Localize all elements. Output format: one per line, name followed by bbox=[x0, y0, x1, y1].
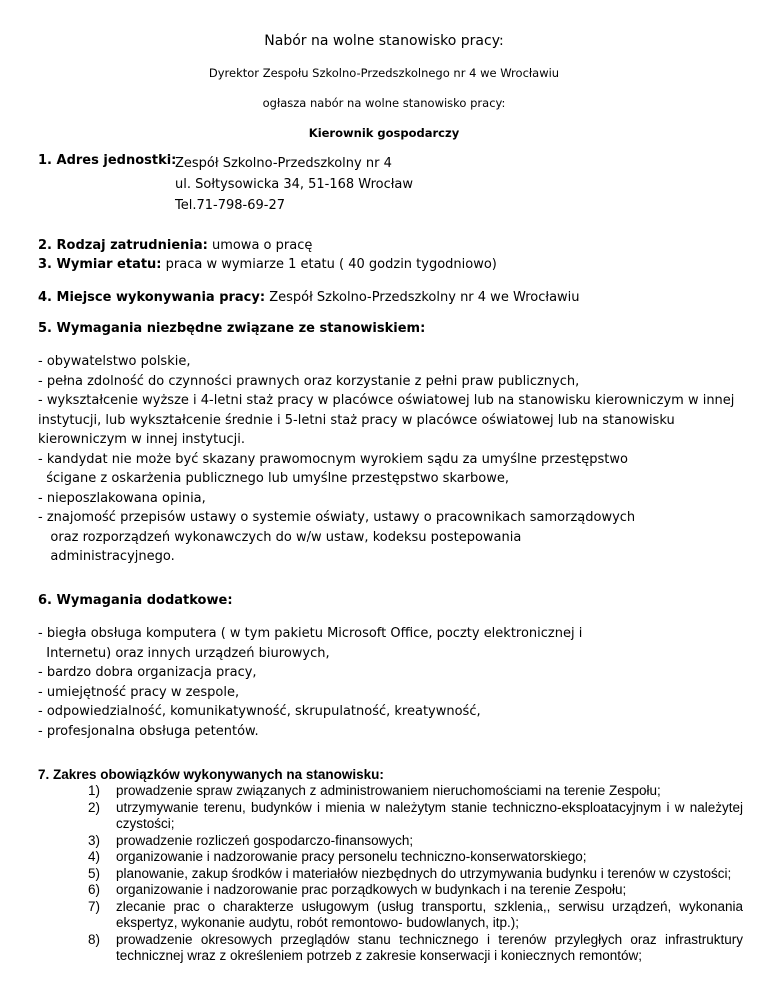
section3-label: 3. Wymiar etatu: bbox=[38, 257, 162, 272]
duty-item bbox=[88, 849, 743, 866]
section7-label: 7. Zakres obowiązków wykonywanych na stanowisku: bbox=[38, 767, 384, 782]
list-item: kierowniczym w innej instytucji. bbox=[38, 432, 245, 447]
section3-value: praca w wymiarze 1 etatu ( 40 godzin tygodniowo) bbox=[165, 257, 497, 272]
duty-item bbox=[88, 800, 743, 833]
duty-text: zlecanie prac o charakterze usługowym (usług transportu, szklenia,, serwisu urządzeń, wykonania ekspertyz, wykonanie audytu, robót remontowo- budowlanych, itp.); bbox=[116, 898, 743, 930]
position-title: Kierownik gospodarczy bbox=[308, 126, 460, 140]
address-line: Tel.71-798-69-27 bbox=[175, 198, 285, 213]
section1-address bbox=[175, 153, 413, 216]
duty-text: planowanie, zakup środków i materiałów niezbędnych do utrzymywania budynku i terenów w czystości; bbox=[116, 865, 732, 881]
header-line-director: Dyrektor Zespołu Szkolno-Przedszkolnego nr 4 we Wrocławiu bbox=[208, 66, 560, 80]
list-item: - wykształcenie wyższe i 4-letni staż pracy w placówce oświatowej lub na stanowisku kierowniczym w innej bbox=[38, 393, 735, 408]
list-item: - obywatelstwo polskie, bbox=[38, 354, 191, 369]
duty-item bbox=[88, 882, 743, 899]
duty-number: 1) bbox=[88, 783, 101, 798]
list-item: oraz rozporządzeń wykonawczych do w/w ustaw, kodeksu postepowania bbox=[38, 529, 522, 545]
duty-text: organizowanie i nadzorowanie prac porządkowych w budynkach i na terenie Zespołu; bbox=[116, 882, 627, 897]
section3 bbox=[38, 255, 497, 274]
duty-number: 8) bbox=[88, 931, 101, 947]
section2-label: 2. Rodzaj zatrudnienia: bbox=[38, 238, 208, 253]
list-item: - bardzo dobra organizacja pracy, bbox=[38, 665, 257, 680]
header-line-announcement: ogłasza nabór na wolne stanowisko pracy: bbox=[262, 96, 506, 110]
list-item: - znajomość przepisów ustawy o systemie oświaty, ustawy o pracownikach samorządowych bbox=[38, 510, 636, 525]
list-item: - pełna zdolność do czynności prawnych oraz korzystanie z pełni praw publicznych, bbox=[38, 373, 580, 389]
duty-number: 3) bbox=[88, 832, 101, 848]
section4 bbox=[38, 288, 580, 307]
document-title: Nabór na wolne stanowisko pracy: bbox=[264, 33, 504, 49]
list-item: ścigane z oskarżenia publicznego lub umyślne przestępstwo skarbowe, bbox=[38, 471, 510, 486]
duty-number: 7) bbox=[88, 898, 101, 914]
list-item: - nieposzlakowana opinia, bbox=[38, 490, 206, 506]
section6-list bbox=[38, 624, 738, 741]
list-item: - odpowiedzialność, komunikatywność, skrupulatność, kreatywność, bbox=[38, 704, 481, 719]
duty-item bbox=[88, 833, 743, 850]
section2-value: umowa o pracę bbox=[211, 238, 313, 253]
address-line: ul. Sołtysowicka 34, 51-168 Wrocław bbox=[175, 177, 414, 192]
list-item: - profesjonalna obsługa petentów. bbox=[38, 723, 259, 739]
section4-label: 4. Miejsce wykonywania pracy: bbox=[38, 290, 266, 305]
section5-list bbox=[38, 352, 738, 567]
section7-list bbox=[88, 783, 743, 965]
section2 bbox=[38, 236, 312, 255]
duty-item bbox=[88, 783, 743, 800]
section1-label: 1. Adres jednostki: bbox=[38, 153, 177, 168]
duty-text: prowadzenie rozliczeń gospodarczo-finansowych; bbox=[116, 832, 414, 848]
list-item: administracyjnego. bbox=[38, 549, 175, 564]
duty-text: organizowanie i nadzorowanie pracy personelu techniczno-konserwatorskiego; bbox=[116, 849, 587, 864]
section6-label: 6. Wymagania dodatkowe: bbox=[38, 593, 233, 608]
section5-label: 5. Wymagania niezbędne związane ze stanowiskiem: bbox=[38, 321, 426, 336]
duty-number: 2) bbox=[88, 799, 101, 815]
duty-text: prowadzenie okresowych przeglądów stanu technicznego i terenów przyległych oraz infrastruktury technicznej wraz z określeniem potrzeb z zakresie konserwacji i koniecznych remontów; bbox=[116, 931, 743, 963]
duty-item bbox=[88, 866, 743, 883]
duty-number: 4) bbox=[88, 849, 101, 864]
list-item: Internetu) oraz innych urządzeń biurowych, bbox=[38, 645, 330, 661]
section4-value: Zespół Szkolno-Przedszkolny nr 4 we Wrocławiu bbox=[269, 290, 580, 305]
list-item: - umiejętność pracy w zespole, bbox=[38, 684, 240, 700]
duty-text: utrzymywanie terenu, budynków i mienia w należytym stanie techniczno-eksploatacyjnym i w należytej czystości; bbox=[116, 799, 743, 831]
list-item: - biegła obsługa komputera ( w tym pakietu Microsoft Office, poczty elektronicznej i bbox=[38, 626, 583, 641]
duty-number: 5) bbox=[88, 865, 101, 881]
duty-text: prowadzenie spraw związanych z administrowaniem nieruchomościami na terenie Zespołu; bbox=[116, 783, 661, 798]
list-item: instytucji, lub wykształcenie średnie i 5-letni staż pracy w placówce oświatowej lub na stanowisku bbox=[38, 412, 675, 428]
duty-item bbox=[88, 899, 743, 932]
duty-item bbox=[88, 932, 743, 965]
address-line: Zespół Szkolno-Przedszkolny nr 4 bbox=[175, 156, 392, 171]
duty-number: 6) bbox=[88, 882, 101, 897]
list-item: - kandydat nie może być skazany prawomocnym wyrokiem sądu za umyślne przestępstwo bbox=[38, 451, 628, 467]
